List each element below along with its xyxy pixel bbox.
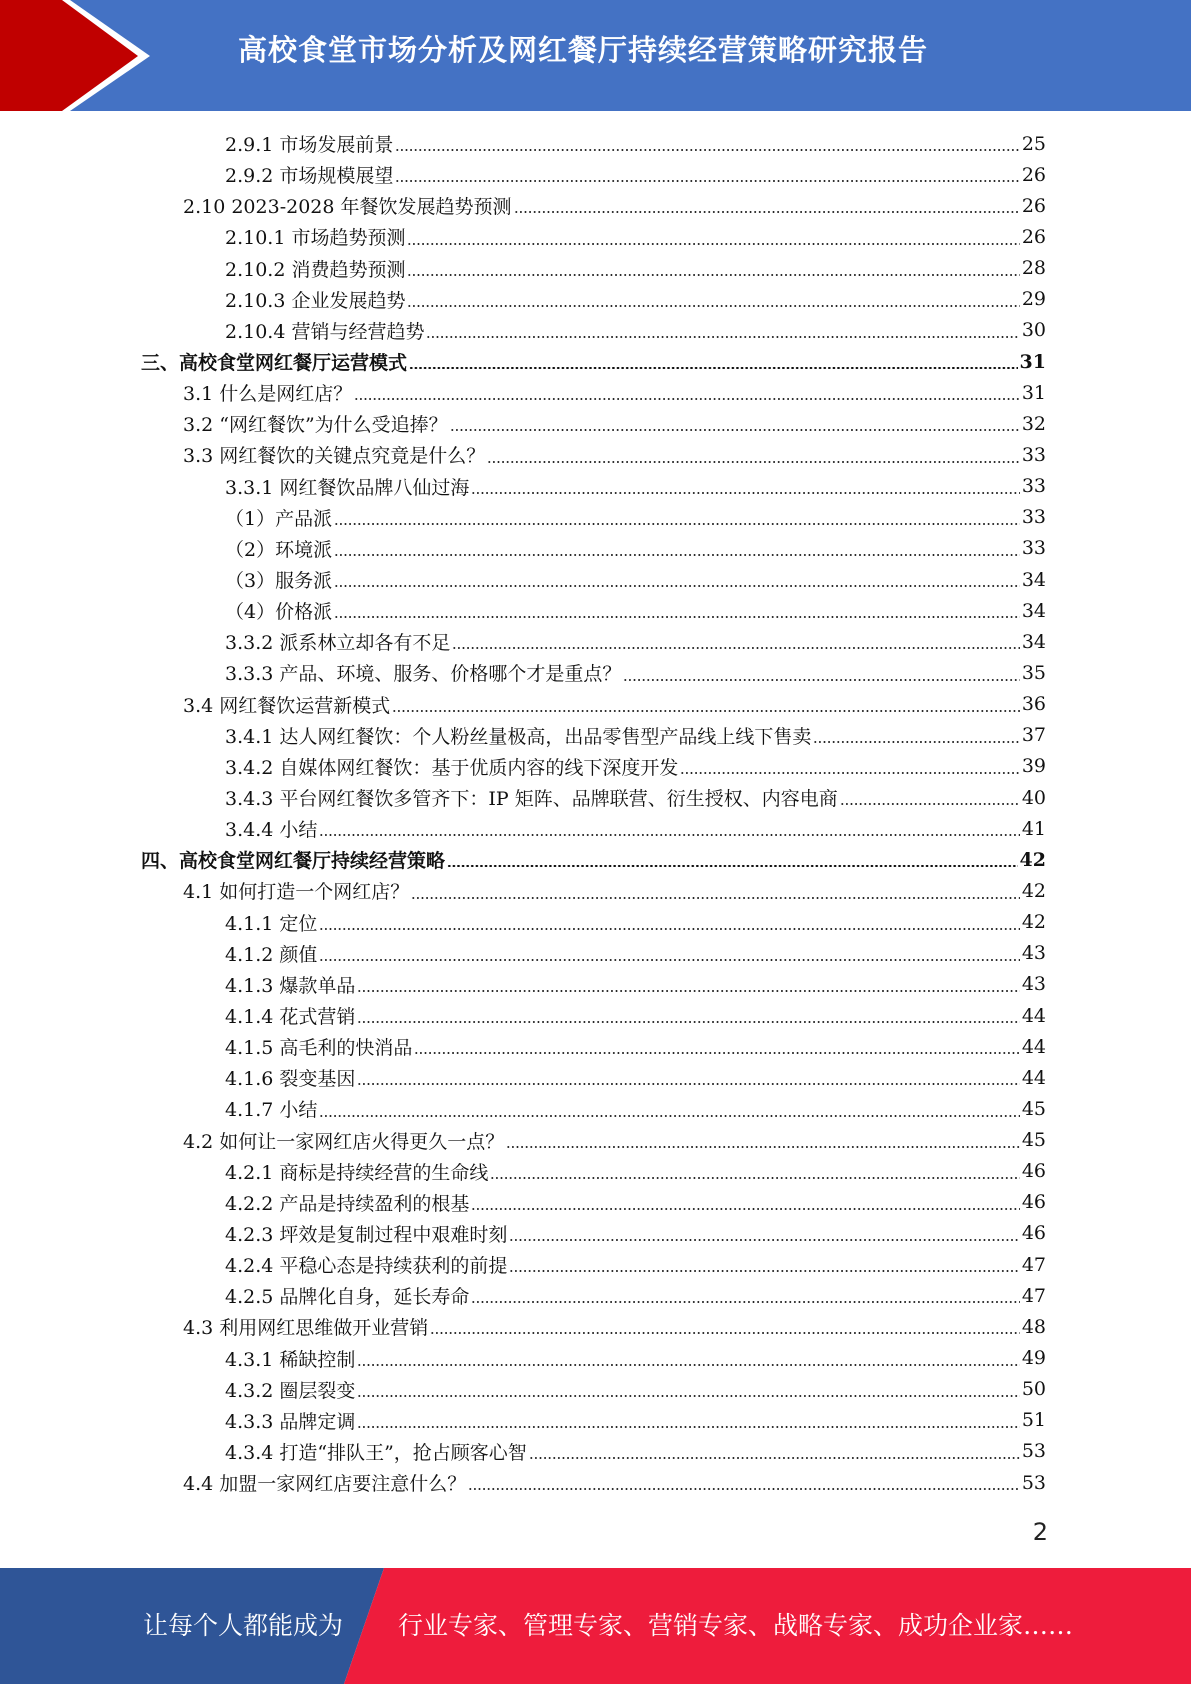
toc-entry[interactable] (0, 159, 1191, 190)
toc-entry-label: 4.1.6 裂变基因 (225, 1068, 356, 1091)
toc-entry[interactable] (0, 657, 1191, 688)
toc-entry-page: 42 (1019, 848, 1046, 871)
toc-entry-label: （1）产品派 (225, 507, 333, 530)
toc-entry-page: 31 (1021, 381, 1046, 404)
toc-entry-page: 45 (1021, 1097, 1046, 1120)
toc-entry-label: 4.1 如何打造一个网红店？ (183, 881, 410, 904)
toc-entry-page: 50 (1021, 1378, 1046, 1401)
toc-entry[interactable] (0, 408, 1191, 439)
toc-entry-page: 42 (1021, 911, 1046, 934)
toc-entry-page: 32 (1021, 412, 1046, 435)
toc-dot-leader (430, 1332, 1020, 1334)
toc-entry[interactable] (0, 782, 1191, 813)
toc-dot-leader (487, 461, 1020, 463)
toc-dot-leader (357, 1395, 1019, 1397)
toc-entry-label: 3.3.3 产品、环境、服务、价格哪个才是重点？ (225, 663, 622, 686)
toc-entry-label: 四、高校食堂网红餐厅持续经营策略 (141, 850, 446, 873)
toc-entry-label: 4.3 利用网红思维做开业营销 (183, 1317, 429, 1340)
toc-entry-label: 3.4.1 达人网红餐饮：个人粉丝量极高，出品零售型产品线上线下售卖 (225, 725, 812, 748)
toc-entry-label: 4.2.4 平稳心态是持续获利的前提 (225, 1255, 508, 1278)
toc-entry[interactable] (0, 1000, 1191, 1031)
page-footer (0, 1568, 1191, 1684)
toc-entry-page: 34 (1021, 630, 1046, 653)
toc-entry-label: 4.1.3 爆款单品 (225, 974, 356, 997)
toc-entry[interactable] (0, 875, 1191, 906)
header-chevron-decoration (0, 0, 160, 111)
toc-entry[interactable] (0, 502, 1191, 533)
toc-entry-label: 4.2.1 商标是持续经营的生命线 (225, 1161, 489, 1184)
toc-entry[interactable] (0, 1467, 1191, 1498)
toc-dot-leader (471, 1301, 1019, 1303)
toc-entry-page: 44 (1021, 1035, 1046, 1058)
toc-dot-leader (319, 928, 1019, 930)
toc-dot-leader (471, 1208, 1019, 1210)
toc-entry-label: 3.4.2 自媒体网红餐饮：基于优质内容的线下深度开发 (225, 756, 679, 779)
toc-entry-label: 4.1.7 小结 (225, 1099, 318, 1122)
toc-dot-leader (395, 149, 1019, 151)
toc-entry-page: 37 (1021, 724, 1046, 747)
toc-entry-label: 4.2.5 品牌化自身，延长寿命 (225, 1286, 470, 1309)
toc-entry-page: 30 (1021, 319, 1046, 342)
toc-dot-leader (407, 243, 1019, 245)
toc-dot-leader (334, 554, 1020, 556)
toc-entry-page: 36 (1021, 693, 1046, 716)
toc-entry-page: 26 (1021, 194, 1046, 217)
toc-dot-leader (840, 803, 1020, 805)
toc-entry-page: 44 (1021, 1004, 1046, 1027)
toc-entry[interactable] (0, 190, 1191, 221)
page-number: 2 (1032, 1518, 1048, 1546)
toc-entry-label: 3.3.1 网红餐饮品牌八仙过海 (225, 476, 470, 499)
toc-dot-leader (409, 367, 1018, 369)
toc-entry-label: 4.1.5 高毛利的快消品 (225, 1037, 413, 1060)
toc-dot-leader (357, 1364, 1019, 1366)
toc-entry[interactable] (0, 689, 1191, 720)
toc-entry-page: 47 (1021, 1253, 1046, 1276)
toc-entry[interactable] (0, 1249, 1191, 1280)
toc-entry-label: 4.3.4 打造“排队王”，抢占顾客心智 (225, 1441, 527, 1464)
toc-entry-page: 25 (1021, 132, 1046, 155)
toc-dot-leader (357, 1083, 1019, 1085)
toc-dot-leader (514, 211, 1020, 213)
toc-entry[interactable] (0, 346, 1191, 377)
toc-entry-page: 26 (1021, 163, 1046, 186)
toc-entry[interactable] (0, 128, 1191, 159)
toc-entry-page: 33 (1021, 537, 1046, 560)
toc-entry-page: 53 (1021, 1471, 1046, 1494)
toc-entry[interactable] (0, 1031, 1191, 1062)
toc-dot-leader (395, 180, 1019, 182)
toc-entry-label: 3.3.2 派系林立却各有不足 (225, 632, 451, 655)
toc-entry-label: 4.3.2 圈层裂变 (225, 1379, 356, 1402)
toc-entry[interactable] (0, 720, 1191, 751)
toc-entry[interactable] (0, 1280, 1191, 1311)
toc-dot-leader (392, 710, 1020, 712)
toc-entry-label: 4.2.3 坪效是复制过程中艰难时刻 (225, 1223, 508, 1246)
toc-entry-label: 3.2 “网红餐饮”为什么受追捧？ (183, 414, 448, 437)
toc-entry-page: 46 (1021, 1222, 1046, 1245)
toc-entry-page: 40 (1021, 786, 1046, 809)
toc-entry-page: 43 (1021, 973, 1046, 996)
toc-entry[interactable] (0, 1405, 1191, 1436)
toc-dot-leader (407, 274, 1019, 276)
toc-entry-page: 34 (1021, 599, 1046, 622)
toc-entry[interactable] (0, 284, 1191, 315)
toc-entry-page: 51 (1021, 1409, 1046, 1432)
toc-entry[interactable] (0, 377, 1191, 408)
toc-entry-page: 41 (1021, 817, 1046, 840)
document-title: 高校食堂市场分析及网红餐厅持续经营策略研究报告 (238, 33, 929, 67)
toc-entry[interactable] (0, 315, 1191, 346)
toc-dot-leader (319, 834, 1019, 836)
toc-dot-leader (414, 1052, 1019, 1054)
toc-entry-page: 33 (1021, 506, 1046, 529)
toc-dot-leader (623, 679, 1019, 681)
toc-dot-leader (447, 865, 1018, 867)
toc-entry[interactable] (0, 1187, 1191, 1218)
footer-slogan-left: 让每个人都能成为 (143, 1611, 344, 1640)
toc-entry[interactable] (0, 844, 1191, 875)
toc-entry-label: 2.9.2 市场规模展望 (225, 165, 394, 188)
page-header (0, 0, 1191, 111)
toc-entry[interactable] (0, 938, 1191, 969)
toc-entry[interactable] (0, 969, 1191, 1000)
toc-dot-leader (506, 1146, 1020, 1148)
toc-dot-leader (468, 1488, 1020, 1490)
toc-entry[interactable] (0, 1374, 1191, 1405)
toc-dot-leader (529, 1457, 1020, 1459)
toc-entry[interactable] (0, 1311, 1191, 1342)
toc-entry-label: 4.1.4 花式营销 (225, 1006, 356, 1028)
toc-entry-page: 33 (1021, 443, 1046, 466)
toc-dot-leader (334, 585, 1020, 587)
toc-dot-leader (490, 1177, 1019, 1179)
toc-dot-leader (426, 336, 1019, 338)
toc-entry-label: 2.10.4 营销与经营趋势 (225, 320, 425, 343)
toc-entry[interactable] (0, 1156, 1191, 1187)
toc-entry-label: 三、高校食堂网红餐厅运营模式 (141, 352, 408, 375)
toc-entry[interactable] (0, 253, 1191, 284)
toc-entry-page: 49 (1021, 1347, 1046, 1370)
toc-entry-label: 4.3.1 稀缺控制 (225, 1348, 356, 1371)
toc-entry[interactable] (0, 1342, 1191, 1373)
toc-dot-leader (334, 523, 1020, 525)
toc-entry-page: 43 (1021, 942, 1046, 965)
toc-entry[interactable] (0, 1436, 1191, 1467)
toc-entry-page: 34 (1021, 568, 1046, 591)
toc-entry-page: 31 (1019, 350, 1046, 373)
toc-entry[interactable] (0, 1218, 1191, 1249)
toc-dot-leader (357, 1426, 1019, 1428)
toc-entry-label: 2.10.1 市场趋势预测 (225, 227, 406, 250)
toc-entry[interactable] (0, 595, 1191, 626)
table-of-contents (0, 128, 1191, 1498)
toc-entry[interactable] (0, 471, 1191, 502)
toc-dot-leader (357, 1021, 1019, 1023)
toc-entry-label: （4）价格派 (225, 601, 333, 624)
toc-dot-leader (450, 429, 1020, 431)
toc-entry-label: 4.2.2 产品是持续盈利的根基 (225, 1192, 470, 1215)
toc-entry-label: 4.1.2 颜值 (225, 943, 318, 966)
toc-entry[interactable] (0, 1062, 1191, 1093)
toc-entry-page: 46 (1021, 1191, 1046, 1214)
toc-entry-page: 45 (1021, 1129, 1046, 1152)
toc-entry[interactable] (0, 1093, 1191, 1124)
footer-slogan-right: 行业专家、管理专家、营销专家、战略专家、成功企业家…… (398, 1611, 1074, 1640)
toc-entry-page: 35 (1021, 661, 1046, 684)
toc-dot-leader (452, 647, 1019, 649)
toc-dot-leader (509, 1270, 1019, 1272)
toc-dot-leader (411, 897, 1020, 899)
toc-entry-page: 39 (1021, 755, 1046, 778)
toc-entry-page: 33 (1021, 475, 1046, 498)
toc-entry-label: （3）服务派 (225, 570, 333, 593)
toc-entry-label: 4.4 加盟一家网红店要注意什么？ (183, 1473, 467, 1496)
toc-entry[interactable] (0, 439, 1191, 470)
toc-dot-leader (471, 492, 1019, 494)
toc-entry-label: （2）环境派 (225, 538, 333, 561)
toc-entry-label: 2.10 2023-2028 年餐饮发展趋势预测 (183, 196, 512, 219)
toc-entry-label: 2.9.1 市场发展前景 (225, 134, 394, 157)
toc-entry-label: 3.4.3 平台网红餐饮多管齐下：IP 矩阵、品牌联营、衍生授权、内容电商 (225, 788, 838, 811)
toc-entry-label: 4.2 如何让一家网红店火得更久一点？ (183, 1130, 505, 1153)
toc-entry-page: 42 (1021, 879, 1046, 902)
toc-entry[interactable] (0, 751, 1191, 782)
toc-dot-leader (509, 1239, 1019, 1241)
toc-entry[interactable] (0, 813, 1191, 844)
toc-entry-page: 26 (1021, 225, 1046, 248)
toc-entry-page: 47 (1021, 1284, 1046, 1307)
toc-entry[interactable] (0, 221, 1191, 252)
toc-dot-leader (813, 741, 1019, 743)
toc-entry-label: 3.4.4 小结 (225, 819, 318, 842)
toc-dot-leader (334, 616, 1020, 618)
toc-entry[interactable] (0, 626, 1191, 657)
toc-entry[interactable] (0, 907, 1191, 938)
toc-dot-leader (357, 990, 1019, 992)
toc-entry-page: 46 (1021, 1160, 1046, 1183)
toc-entry-label: 3.1 什么是网红店？ (183, 383, 353, 406)
toc-entry-page: 28 (1021, 257, 1046, 280)
toc-entry-page: 53 (1021, 1440, 1046, 1463)
toc-entry-label: 2.10.2 消费趋势预测 (225, 258, 406, 281)
toc-entry-page: 44 (1021, 1066, 1046, 1089)
toc-entry-label: 3.3 网红餐饮的关键点究竟是什么？ (183, 445, 486, 468)
toc-dot-leader (407, 305, 1019, 307)
toc-dot-leader (319, 1115, 1019, 1117)
toc-entry-page: 48 (1021, 1315, 1046, 1338)
toc-entry-label: 2.10.3 企业发展趋势 (225, 289, 406, 312)
toc-entry[interactable] (0, 564, 1191, 595)
toc-dot-leader (319, 959, 1019, 961)
toc-entry[interactable] (0, 533, 1191, 564)
toc-entry-page: 29 (1021, 288, 1046, 311)
toc-entry[interactable] (0, 1125, 1191, 1156)
toc-dot-leader (354, 398, 1020, 400)
toc-entry-label: 4.1.1 定位 (225, 912, 318, 935)
toc-entry-label: 3.4 网红餐饮运营新模式 (183, 694, 391, 717)
toc-dot-leader (680, 772, 1019, 774)
toc-entry-label: 4.3.3 品牌定调 (225, 1410, 356, 1433)
